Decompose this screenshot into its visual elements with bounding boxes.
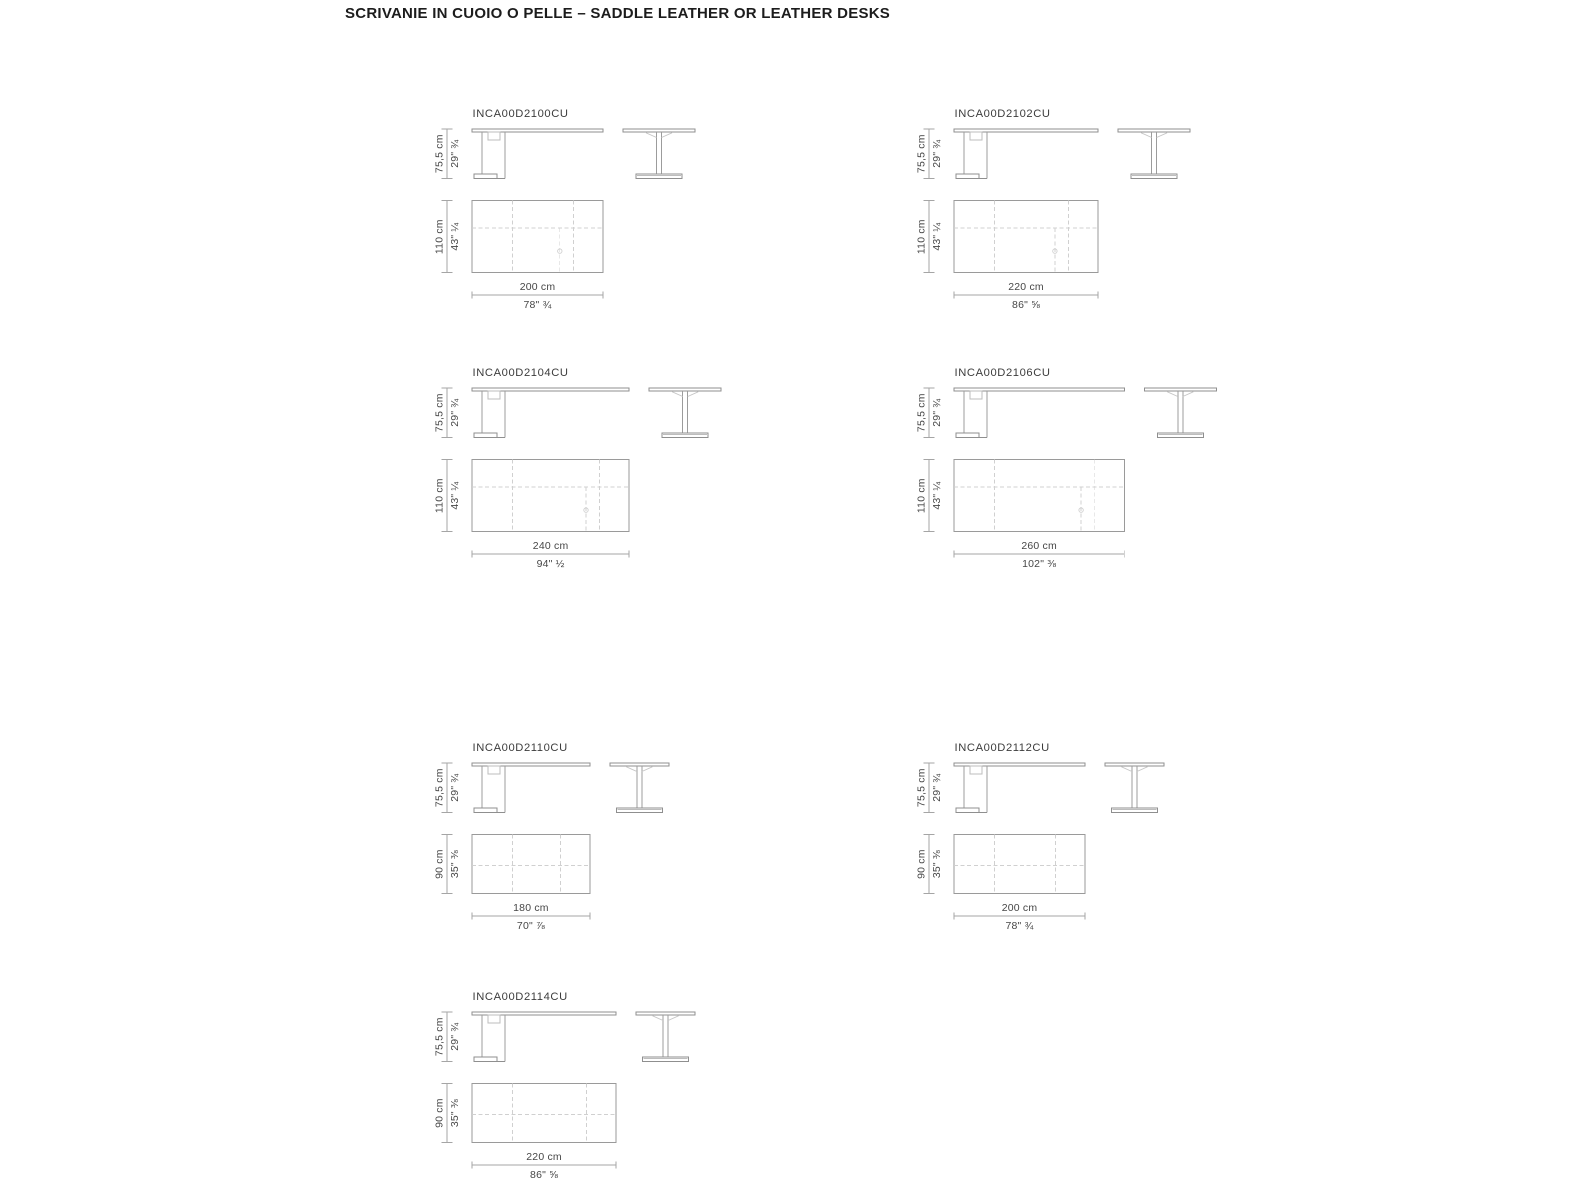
model-code-label: INCA00D2100CU bbox=[472, 107, 569, 120]
column-brace-left bbox=[1167, 392, 1177, 397]
width-dimension bbox=[472, 903, 590, 932]
width-dimension bbox=[954, 282, 1098, 311]
desk-top-front bbox=[472, 129, 603, 132]
front-elevation-view bbox=[472, 763, 590, 812]
width-dim-metric: 220 cm bbox=[1008, 282, 1044, 294]
desk-top-side bbox=[623, 129, 695, 132]
desk-top-side bbox=[649, 388, 721, 391]
width-dim-metric: 200 cm bbox=[519, 282, 556, 294]
width-dim-imperial: 94" ½ bbox=[536, 559, 565, 571]
side-elevation-view bbox=[636, 1012, 695, 1061]
product-block bbox=[426, 990, 709, 1187]
desk-top-plan bbox=[472, 201, 603, 273]
side-elevation-view bbox=[649, 388, 721, 437]
width-dim-metric: 260 cm bbox=[1021, 541, 1057, 553]
depth-dim-imperial: 43" ¼ bbox=[932, 222, 944, 251]
page-title: SCRIVANIE IN CUOIO O PELLE – SADDLE LEATHER OR LEATHER DESKS bbox=[345, 5, 891, 22]
depth-dim-imperial: 43" ¼ bbox=[932, 481, 944, 510]
desk-top-side bbox=[610, 763, 669, 766]
depth-dim-metric: 110 cm bbox=[434, 219, 446, 255]
product-block bbox=[426, 107, 709, 317]
cable-tray-detail bbox=[488, 1015, 500, 1023]
desk-top-plan bbox=[954, 201, 1098, 273]
plan-view bbox=[472, 201, 603, 273]
side-elevation-view bbox=[1118, 129, 1190, 178]
width-dim-imperial: 86" ⅝ bbox=[1012, 300, 1041, 312]
column-brace-left bbox=[1141, 133, 1151, 138]
width-dim-imperial: 102" ⅜ bbox=[1022, 559, 1057, 571]
base-foot-side bbox=[1157, 433, 1203, 437]
column-brace-right bbox=[688, 392, 698, 397]
depth-dimension bbox=[435, 1084, 461, 1143]
base-foot-side bbox=[662, 433, 708, 437]
width-dimension bbox=[472, 541, 629, 570]
width-dimension bbox=[954, 541, 1124, 570]
front-elevation-view bbox=[472, 1012, 616, 1061]
height-dimension bbox=[435, 1012, 461, 1061]
height-dim-metric: 75,5 cm bbox=[434, 1017, 446, 1057]
product-block bbox=[426, 366, 735, 576]
model-code-label: INCA00D2102CU bbox=[954, 107, 1051, 120]
desk-top-side bbox=[1105, 763, 1164, 766]
width-dim-imperial: 86" ⅝ bbox=[530, 1170, 559, 1182]
column-brace-left bbox=[672, 392, 682, 397]
base-foot-side bbox=[1111, 808, 1157, 812]
column-brace-left bbox=[653, 1016, 663, 1021]
desk-top-plan bbox=[472, 1084, 616, 1143]
desk-top-side bbox=[1144, 388, 1216, 391]
depth-dim-imperial: 43" ¼ bbox=[450, 481, 462, 510]
product-block bbox=[908, 366, 1230, 576]
depth-dim-metric: 90 cm bbox=[916, 849, 928, 879]
height-dim-metric: 75,5 cm bbox=[434, 393, 446, 433]
depth-dim-metric: 90 cm bbox=[434, 849, 446, 879]
depth-dimension bbox=[917, 201, 943, 273]
product-block bbox=[908, 741, 1178, 938]
base-foot-front bbox=[956, 174, 979, 178]
height-dimension bbox=[435, 129, 461, 178]
plan-view bbox=[472, 835, 590, 894]
column-brace-left bbox=[1121, 767, 1131, 772]
base-foot-front bbox=[474, 808, 497, 812]
front-elevation-view bbox=[954, 388, 1124, 437]
side-elevation-view bbox=[623, 129, 695, 178]
height-dim-imperial: 29" ¾ bbox=[932, 139, 944, 168]
depth-dim-imperial: 35" ⅜ bbox=[450, 1099, 462, 1128]
column-brace-right bbox=[662, 133, 672, 138]
depth-dim-metric: 110 cm bbox=[916, 219, 928, 255]
front-elevation-view bbox=[954, 129, 1098, 178]
column-brace-right bbox=[1183, 392, 1193, 397]
depth-dim-metric: 110 cm bbox=[916, 478, 928, 514]
height-dim-metric: 75,5 cm bbox=[434, 134, 446, 174]
depth-dim-metric: 90 cm bbox=[434, 1098, 446, 1128]
base-foot-side bbox=[1131, 174, 1177, 178]
depth-dimension bbox=[435, 835, 461, 894]
plan-view bbox=[472, 1084, 616, 1143]
column-brace-right bbox=[1137, 767, 1147, 772]
base-foot-side bbox=[643, 1057, 689, 1061]
front-elevation-view bbox=[472, 129, 603, 178]
side-elevation-view bbox=[610, 763, 669, 812]
depth-dim-imperial: 43" ¼ bbox=[450, 222, 462, 251]
desk-top-plan bbox=[954, 835, 1085, 894]
desk-top-plan bbox=[472, 460, 629, 532]
side-elevation-view bbox=[1144, 388, 1216, 437]
cable-tray-detail bbox=[488, 132, 500, 140]
product-block bbox=[426, 741, 683, 938]
cable-tray-detail bbox=[970, 766, 982, 774]
cable-tray-detail bbox=[970, 391, 982, 399]
height-dimension bbox=[917, 129, 943, 178]
height-dim-metric: 75,5 cm bbox=[434, 768, 446, 808]
height-dimension bbox=[435, 763, 461, 812]
cable-tray-detail bbox=[488, 766, 500, 774]
product-block bbox=[908, 107, 1204, 317]
desk-top-plan bbox=[954, 460, 1124, 532]
plan-view bbox=[954, 201, 1098, 273]
depth-dim-imperial: 35" ⅜ bbox=[931, 850, 943, 879]
width-dim-imperial: 78" ¾ bbox=[523, 300, 552, 312]
height-dim-metric: 75,5 cm bbox=[916, 393, 928, 433]
cable-tray-detail bbox=[488, 391, 500, 399]
depth-dim-metric: 110 cm bbox=[434, 478, 446, 514]
height-dim-imperial: 29" ¾ bbox=[450, 773, 462, 802]
height-dimension bbox=[917, 388, 943, 437]
desk-top-front bbox=[954, 388, 1124, 391]
front-elevation-view bbox=[954, 763, 1085, 812]
model-code-label: INCA00D2104CU bbox=[472, 366, 569, 379]
height-dim-metric: 75,5 cm bbox=[916, 134, 928, 174]
plan-view bbox=[472, 460, 629, 532]
height-dimension bbox=[435, 388, 461, 437]
base-foot-front bbox=[474, 174, 497, 178]
desk-top-front bbox=[472, 388, 629, 391]
base-foot-front bbox=[956, 808, 979, 812]
desk-top-front bbox=[954, 129, 1098, 132]
column-brace-left bbox=[646, 133, 656, 138]
cable-tray-detail bbox=[970, 132, 982, 140]
desk-top-side bbox=[636, 1012, 695, 1015]
depth-dimension bbox=[916, 835, 942, 894]
desk-top-plan bbox=[472, 835, 590, 894]
height-dim-imperial: 29" ¾ bbox=[450, 139, 462, 168]
width-dim-metric: 180 cm bbox=[513, 903, 549, 915]
depth-dim-imperial: 35" ⅜ bbox=[450, 850, 462, 879]
column-brace-right bbox=[668, 1016, 678, 1021]
model-code-label: INCA00D2112CU bbox=[954, 741, 1050, 754]
width-dimension bbox=[472, 282, 603, 311]
height-dimension bbox=[916, 763, 942, 812]
depth-dimension bbox=[435, 460, 461, 532]
base-foot-side bbox=[636, 174, 682, 178]
width-dim-metric: 220 cm bbox=[526, 1152, 562, 1164]
height-dim-imperial: 29" ¾ bbox=[932, 398, 944, 427]
front-elevation-view bbox=[472, 388, 629, 437]
column-brace-left bbox=[626, 767, 636, 772]
column-brace-right bbox=[642, 767, 652, 772]
width-dimension bbox=[954, 903, 1085, 932]
width-dim-metric: 200 cm bbox=[1001, 903, 1038, 915]
height-dim-imperial: 29" ¾ bbox=[450, 398, 462, 427]
width-dim-imperial: 70" ⅞ bbox=[516, 921, 545, 933]
height-dim-metric: 75,5 cm bbox=[916, 768, 928, 808]
base-foot-front bbox=[956, 433, 979, 437]
base-foot-front bbox=[474, 433, 497, 437]
height-dim-imperial: 29" ¾ bbox=[450, 1022, 462, 1051]
width-dim-imperial: 78" ¾ bbox=[1005, 921, 1034, 933]
width-dimension bbox=[472, 1152, 616, 1181]
desk-top-side bbox=[1118, 129, 1190, 132]
base-foot-front bbox=[474, 1057, 497, 1061]
base-foot-side bbox=[616, 808, 662, 812]
plan-view bbox=[954, 835, 1085, 894]
side-elevation-view bbox=[1105, 763, 1164, 812]
depth-dimension bbox=[435, 201, 461, 273]
model-code-label: INCA00D2114CU bbox=[472, 990, 568, 1003]
plan-view bbox=[954, 460, 1124, 532]
height-dim-imperial: 29" ¾ bbox=[931, 773, 943, 802]
depth-dimension bbox=[917, 460, 943, 532]
model-code-label: INCA00D2106CU bbox=[954, 366, 1051, 379]
width-dim-metric: 240 cm bbox=[532, 541, 569, 553]
model-code-label: INCA00D2110CU bbox=[472, 741, 568, 754]
column-brace-right bbox=[1157, 133, 1167, 138]
